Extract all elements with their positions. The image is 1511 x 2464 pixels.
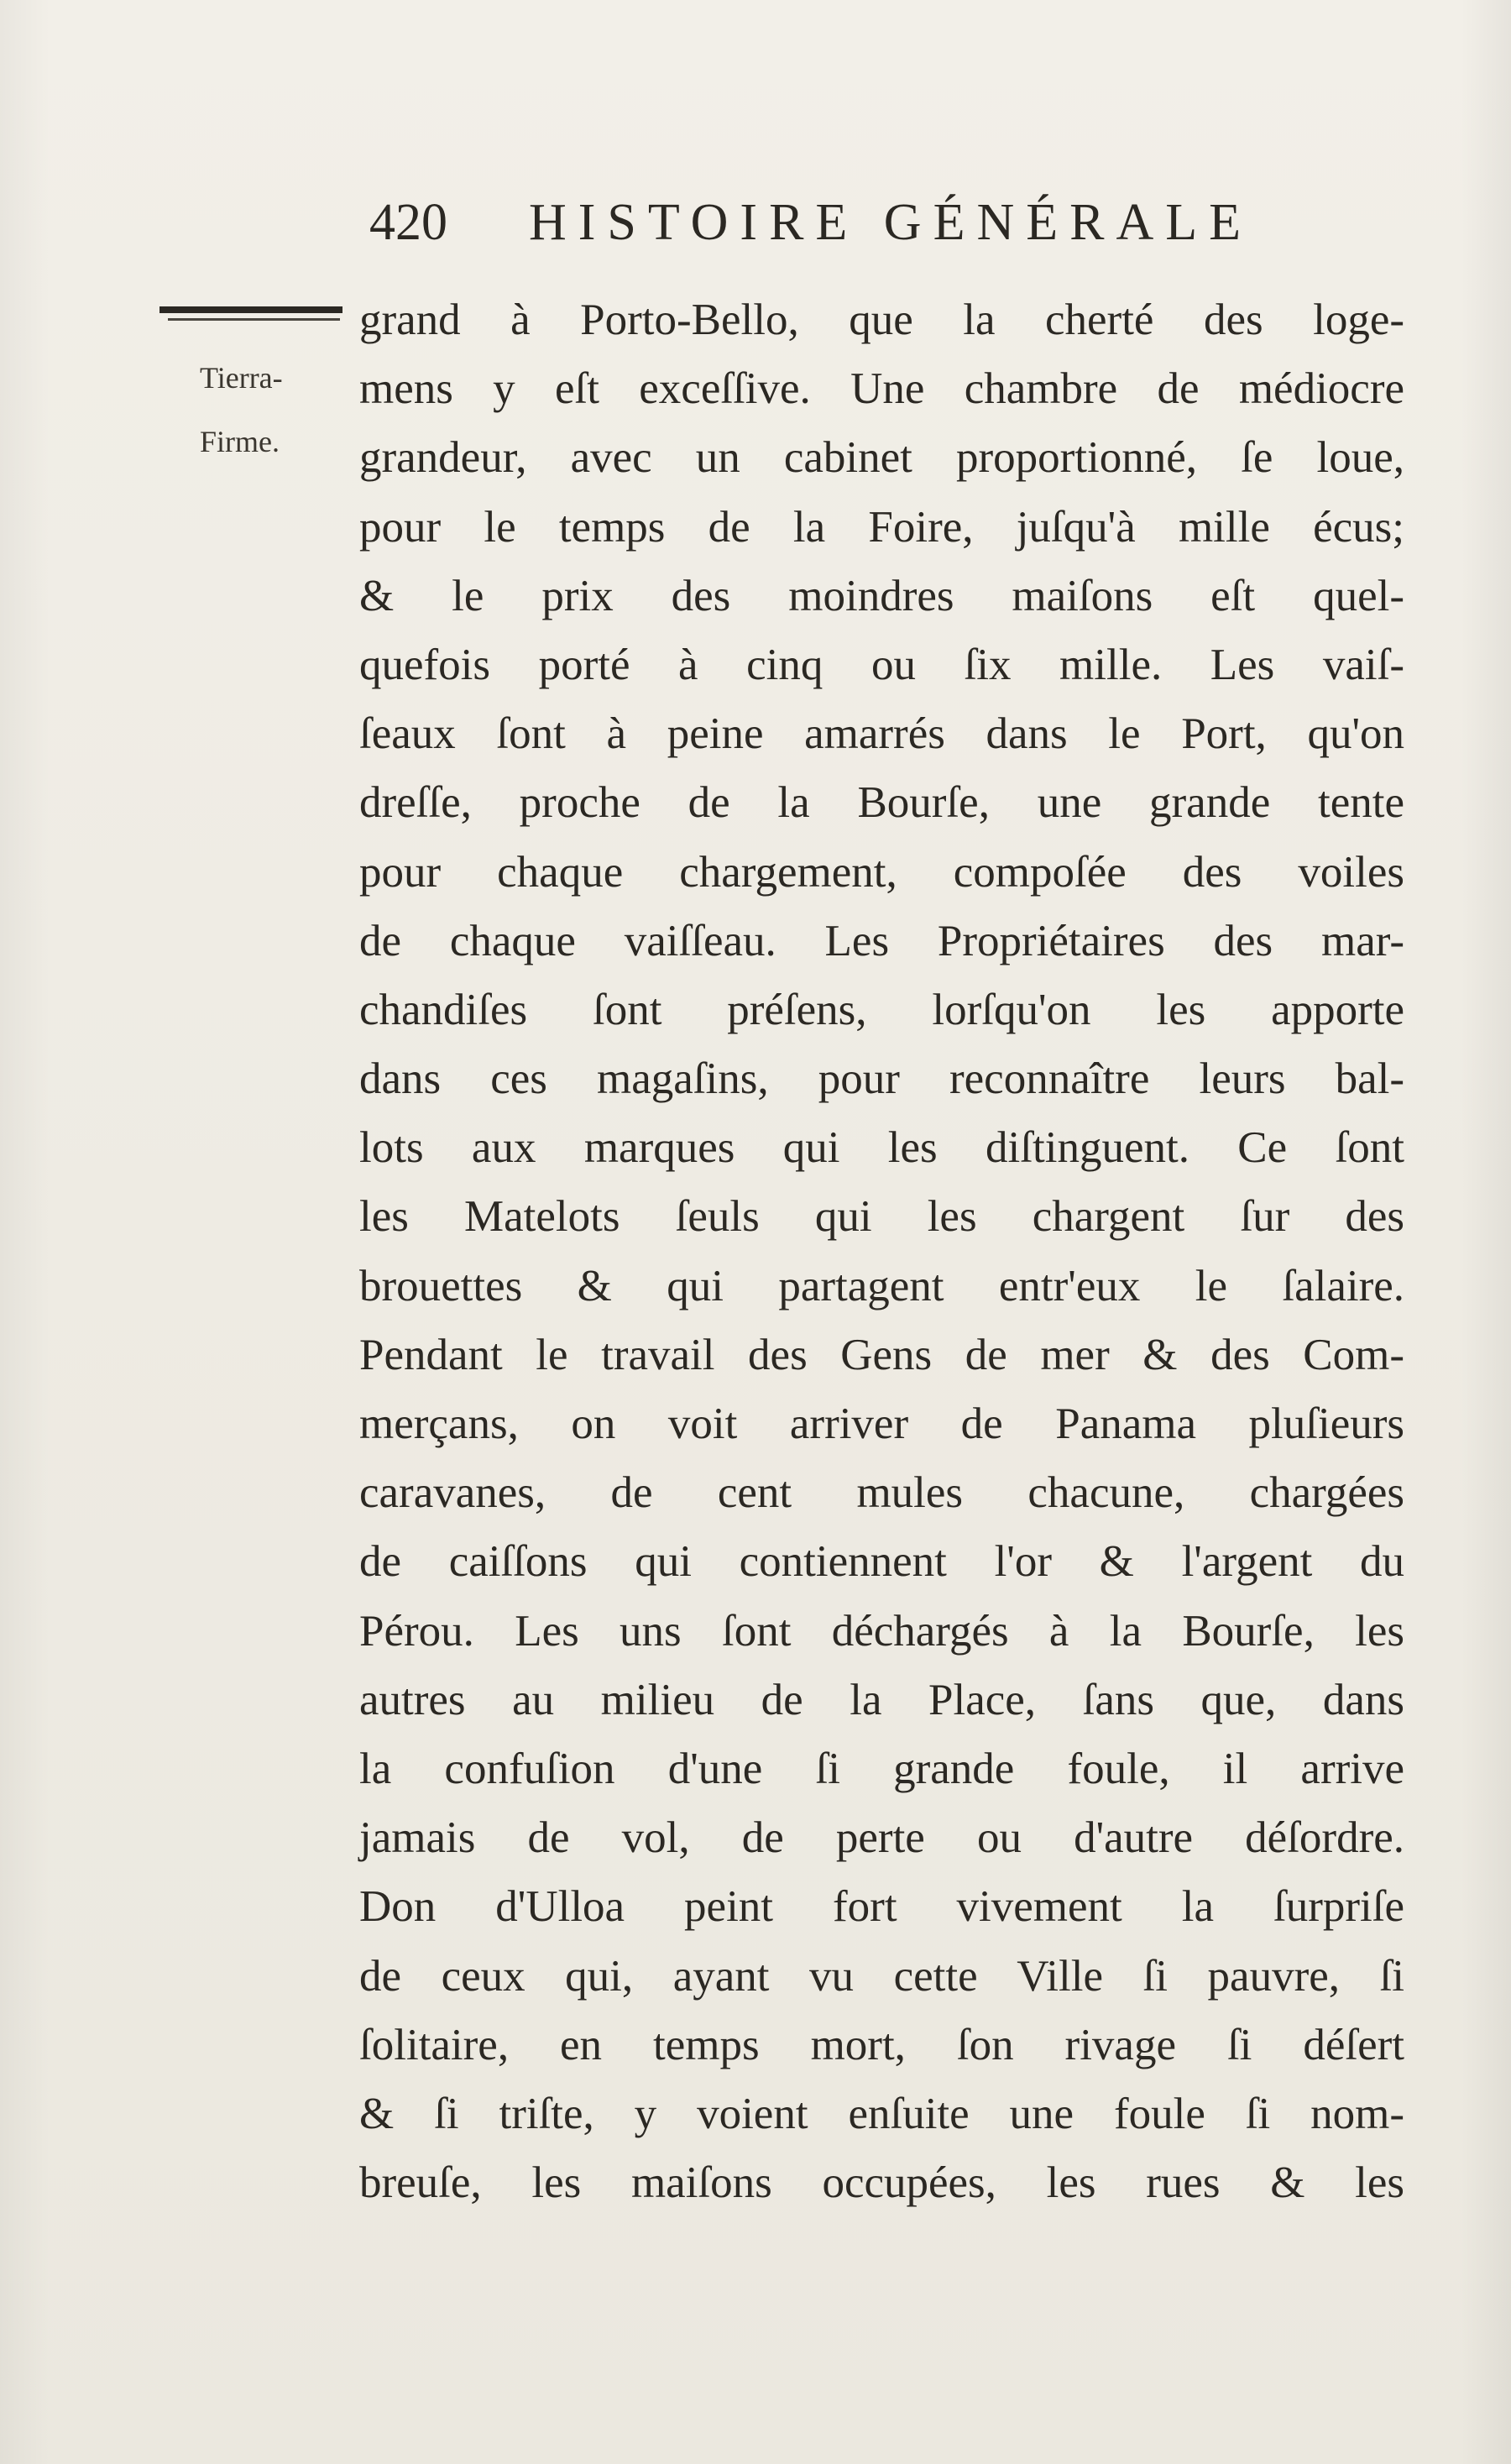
text-line: dans ces magaſins, pour reconnaître leurs bal- — [359, 1054, 1404, 1104]
text-line: ſolitaire, en temps mort, ſon rivage ſi déſert — [359, 2020, 1404, 2069]
margin-rule — [159, 306, 342, 313]
margin-rule-thin — [168, 318, 340, 321]
text-line: merçans, on voit arriver de Panama pluſieurs — [359, 1399, 1404, 1448]
text-line: pour chaque chargement, compoſée des voiles — [359, 847, 1404, 897]
text-line: de ceux qui, ayant vu cette Ville ſi pauvre, ſi — [359, 1951, 1404, 2001]
text-line: de caiſſons qui contiennent l'or & l'argent du — [359, 1537, 1404, 1587]
page-number: 420 — [369, 194, 447, 251]
text-line: & le prix des moindres maiſons eſt quel- — [359, 571, 1404, 620]
body-text — [359, 285, 1404, 2217]
text-line: ſeaux ſont à peine amarrés dans le Port, qu'on — [359, 709, 1404, 759]
text-line: mens y eſt exceſſive. Une chambre de médiocre — [359, 364, 1404, 414]
text-line: les Matelots ſeuls qui les chargent ſur des — [359, 1192, 1404, 1242]
text-line: dreſſe, proche de la Bourſe, une grande tente — [359, 778, 1404, 828]
text-line: la confuſion d'une ſi grande foule, il arrive — [359, 1744, 1404, 1793]
running-header — [369, 193, 1276, 269]
text-line: & ſi triſte, y voient enſuite une foule ſi nom- — [359, 2089, 1404, 2138]
text-line: brouettes & qui partagent entr'eux le ſalaire. — [359, 1261, 1404, 1310]
running-title: HISTOIRE GÉNÉRALE — [529, 194, 1252, 251]
text-line: lots aux marques qui les diſtinguent. Ce ſont — [359, 1123, 1404, 1173]
text-line: chandiſes ſont préſens, lorſqu'on les apporte — [359, 985, 1404, 1034]
text-line: grandeur, avec un cabinet proportionné, ſe loue, — [359, 433, 1404, 483]
text-line: pour le temps de la Foire, juſqu'à mille écus; — [359, 502, 1404, 552]
text-line: caravanes, de cent mules chacune, chargées — [359, 1468, 1404, 1518]
margin-note-line: Firme. — [200, 425, 280, 458]
text-line: autres au milieu de la Place, ſans que, dans — [359, 1675, 1404, 1724]
text-line: breuſe, les maiſons occupées, les rues & les — [359, 2158, 1404, 2208]
text-line: grand à Porto-Bello, que la cherté des loge- — [359, 296, 1404, 344]
text-line: Don d'Ulloa peint fort vivement la ſurpriſe — [359, 1882, 1404, 1932]
margin-note-line: Tierra- — [200, 361, 283, 395]
text-line: quefois porté à cinq ou ſix mille. Les vaiſ- — [359, 640, 1404, 689]
text-line: Pérou. Les uns ſont déchargés à la Bourſe, les — [359, 1606, 1404, 1656]
text-line: Pendant le travail des Gens de mer & des Com- — [359, 1330, 1404, 1379]
text-line: jamais de vol, de perte ou d'autre déſordre. — [359, 1813, 1404, 1863]
text-line: de chaque vaiſſeau. Les Propriétaires des mar- — [359, 916, 1404, 965]
margin-note — [200, 346, 359, 473]
